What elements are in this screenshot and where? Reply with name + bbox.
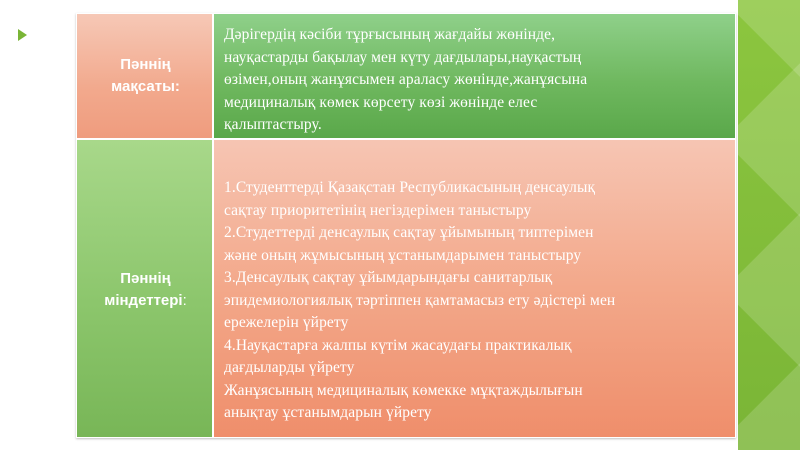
tasks-line: сақтау приоритетінің негіздерімен таныстыру [224, 201, 532, 219]
purpose-text [224, 24, 727, 137]
purpose-line: науқастарды бақылау мен күту дағдылары,науқастың [224, 48, 582, 66]
tasks-line: анықтау ұстанымдарын үйрету [224, 404, 432, 421]
purpose-label-cell [76, 13, 213, 139]
tasks-line: 2.Студеттерді денсаулық сақтау ұйымының типтерімен [224, 224, 594, 241]
tasks-line: және оның жұмысының ұстанымдарымен таныстыру [224, 246, 582, 264]
purpose-line: медициналық көмек көрсету көзі жөнінде елес [224, 93, 538, 111]
purpose-label [77, 54, 214, 98]
tasks-label-colon: : [182, 292, 187, 309]
tasks-text [224, 177, 727, 425]
tasks-text-cell [213, 139, 736, 438]
tasks-label [77, 268, 214, 312]
tasks-label-line: міндеттері [104, 292, 183, 309]
purpose-label-line: Пәннің [120, 56, 171, 73]
tasks-line: 1.Студенттерді Қазақстан Республикасының денсаулық [224, 179, 596, 196]
purpose-line: Дәрігердің кәсіби тұрғысының жағдайы жөнінде, [224, 26, 556, 43]
purpose-text-cell [213, 13, 736, 139]
content-table [76, 13, 736, 438]
tasks-label-cell [76, 139, 213, 438]
purpose-line: қалыптастыру. [224, 116, 322, 133]
tasks-line: ережелерін үйрету [224, 314, 349, 331]
purpose-line: өзімен,оның жанұясымен араласу жөнінде,жанұясына [224, 71, 588, 88]
tasks-line: эпидемиологиялық тәртіппен қамтамасыз ету әдістері мен [224, 291, 616, 309]
decorative-side-band [738, 0, 800, 450]
purpose-label-line: мақсаты: [111, 78, 180, 95]
tasks-line: 4.Науқастарға жалпы күтім жасаудағы практикалық [224, 336, 572, 354]
arrow-bullet-icon [18, 29, 27, 41]
tasks-label-line: Пәннің [120, 270, 171, 287]
tasks-line: 3.Денсаулық сақтау ұйымдарындағы санитарлық [224, 269, 553, 286]
tasks-line: Жанұясының медициналық көмекке мұқтаждылығын [224, 381, 583, 399]
tasks-line: дағдыларды үйрету [224, 359, 355, 376]
